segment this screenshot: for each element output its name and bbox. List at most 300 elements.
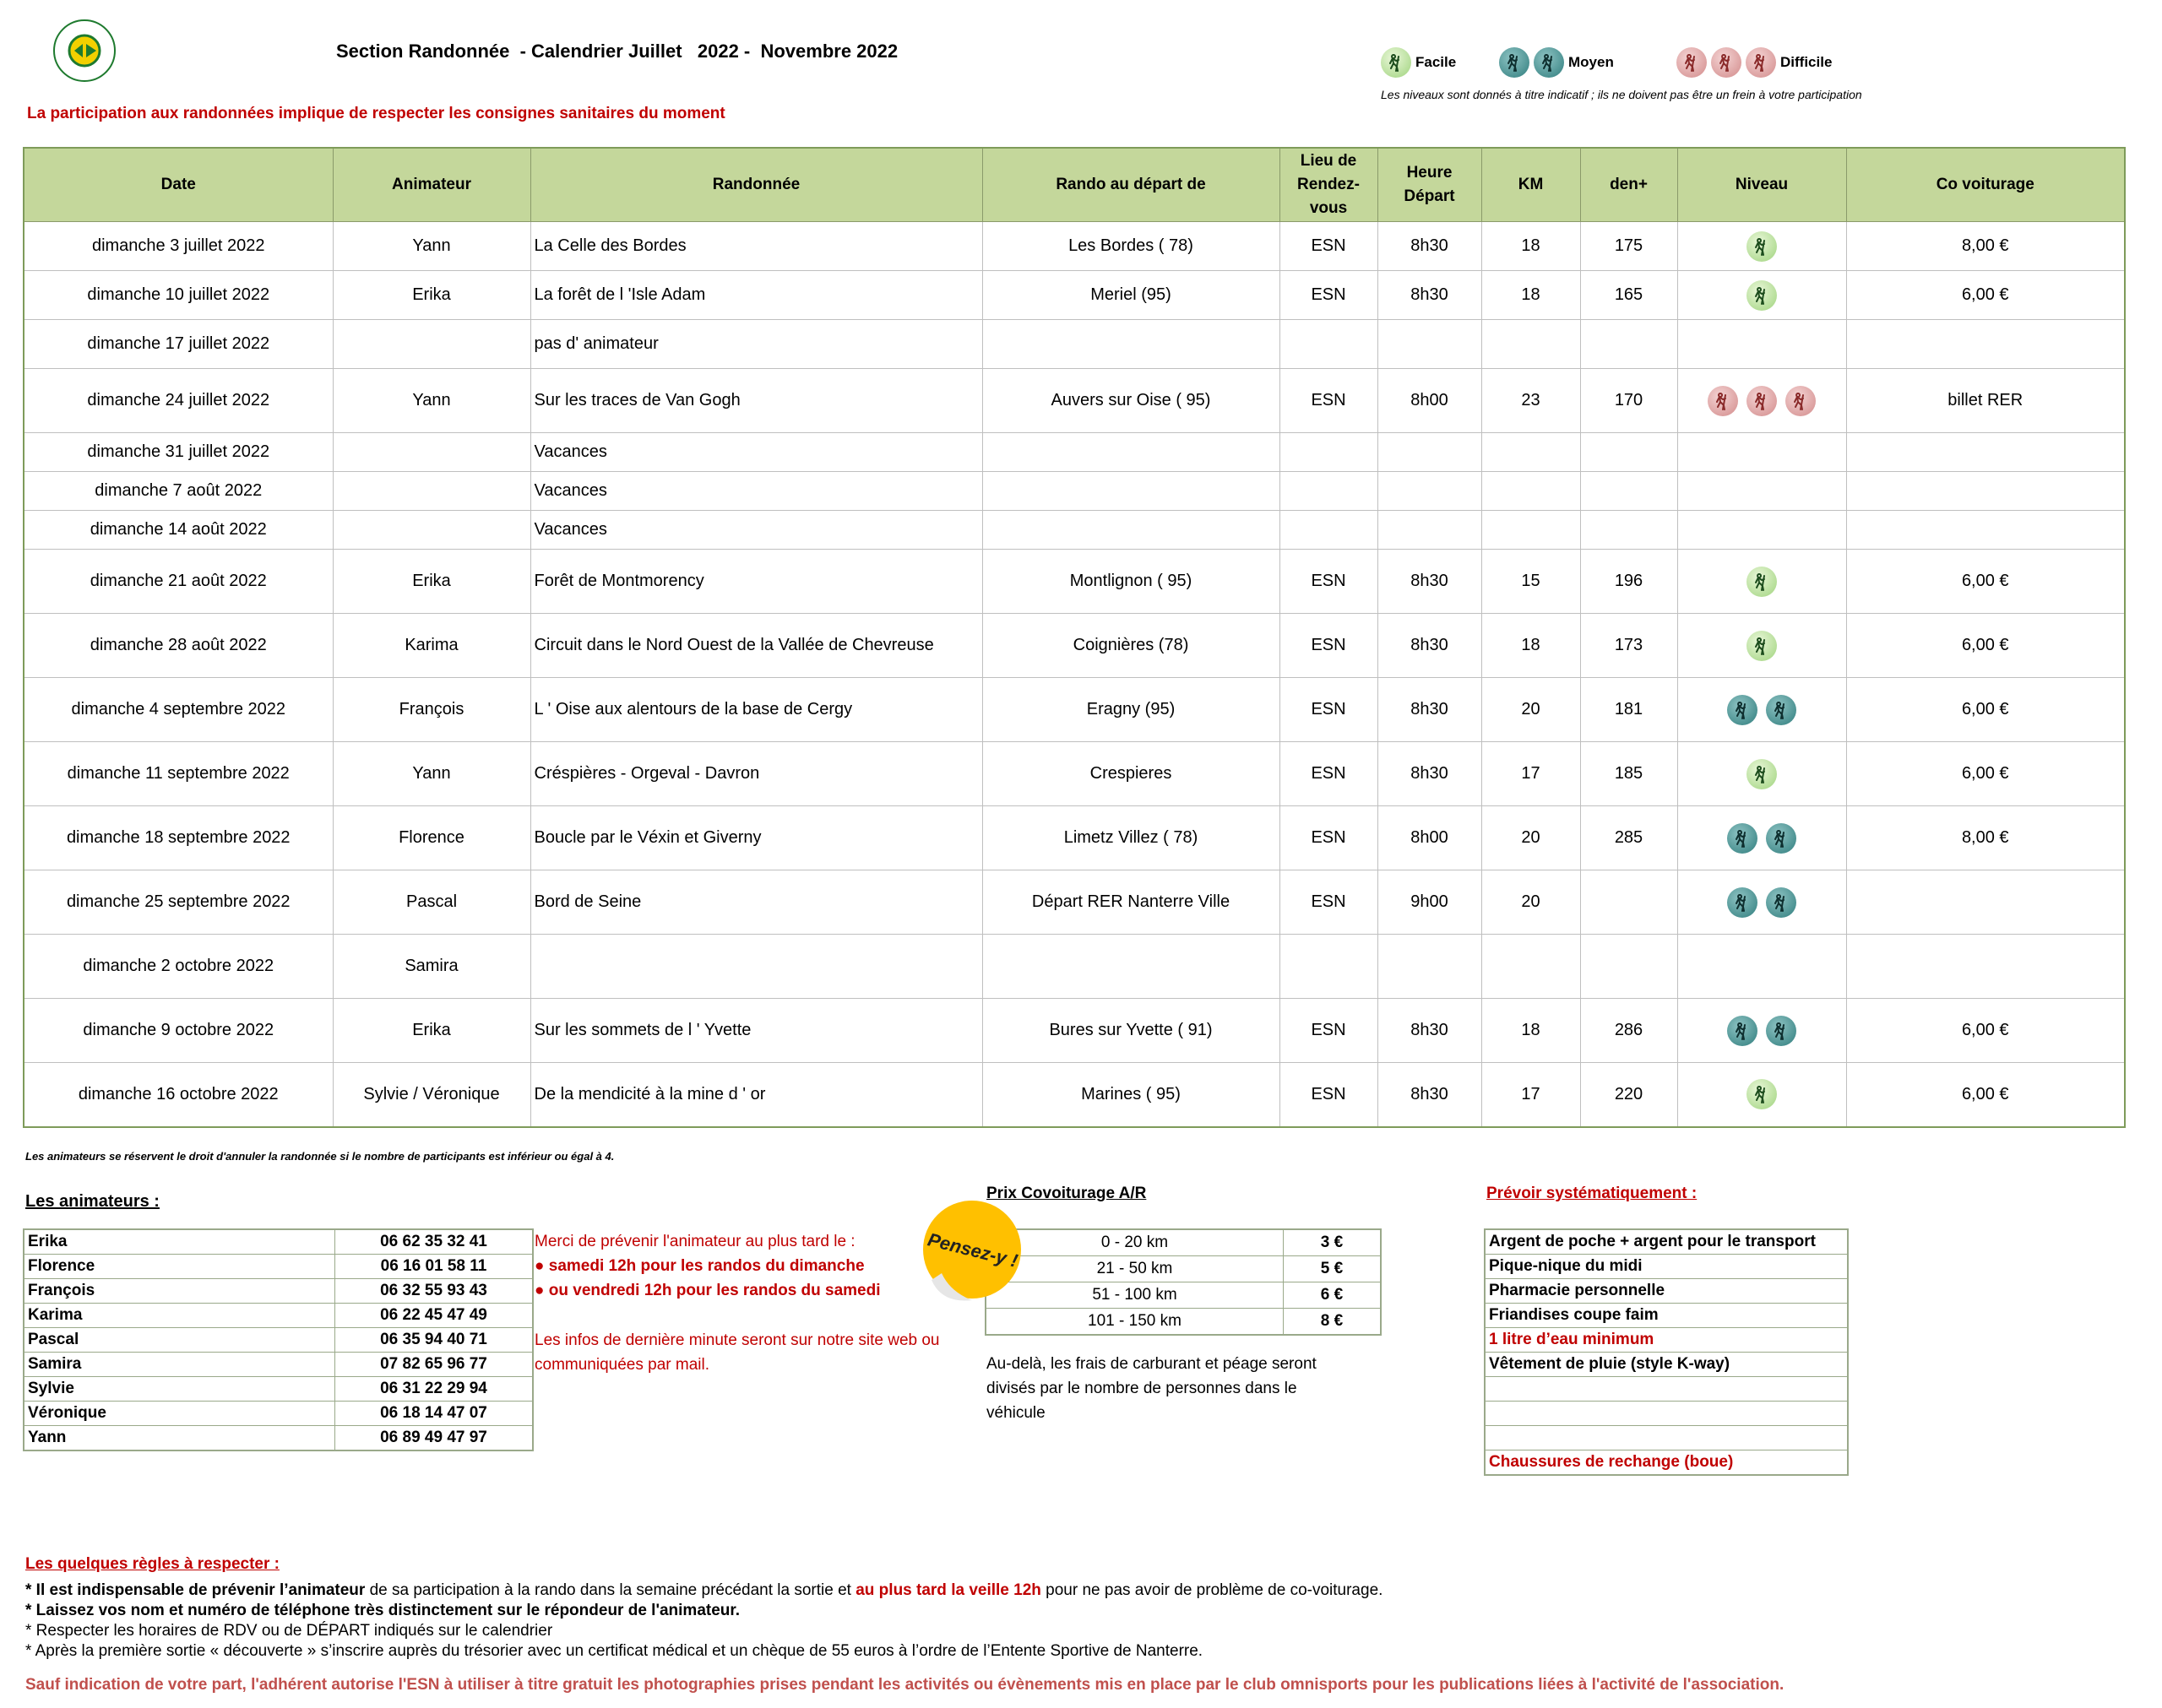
cell-date: dimanche 9 octobre 2022: [24, 999, 333, 1063]
cell-den: 285: [1580, 806, 1677, 870]
hiker-hard-icon: [1746, 47, 1776, 78]
cell-heure: 8h30: [1377, 614, 1481, 678]
cancellation-disclaimer: Les animateurs se réservent le droit d'annuler la randonnée si le nombre de participants est inférieur ou égal à 4.: [25, 1150, 615, 1163]
checklist-row: [1485, 1328, 1848, 1353]
cell-lieu: [1279, 935, 1377, 999]
cell-date: dimanche 16 octobre 2022: [24, 1063, 333, 1127]
cell-animateur: [333, 511, 530, 550]
checklist-item: Pharmacie personnelle: [1485, 1279, 1848, 1304]
hiker-easy-icon: [1381, 47, 1411, 78]
animator-name: Sylvie: [24, 1377, 335, 1402]
cell-depart: [982, 320, 1279, 369]
checklist-item: Vêtement de pluie (style K-way): [1485, 1353, 1848, 1377]
cell-km: 20: [1481, 806, 1580, 870]
checklist-row: [1485, 1279, 1848, 1304]
cell-covoiturage: [1846, 320, 2125, 369]
carpool-range: 21 - 50 km: [986, 1256, 1284, 1282]
cell-lieu: ESN: [1279, 1063, 1377, 1127]
col-header-randonnee: Randonnée: [530, 148, 982, 222]
cell-covoiturage: 6,00 €: [1846, 271, 2125, 320]
col-header-km: KM: [1481, 148, 1580, 222]
cell-covoiturage: 6,00 €: [1846, 614, 2125, 678]
carpool-note: Au-delà, les frais de carburant et péage seront divisés par le nombre de personnes dans le véhicule: [986, 1355, 1317, 1422]
cell-niveau: [1677, 222, 1846, 271]
carpool-price: 5 €: [1284, 1256, 1382, 1282]
cell-den: 185: [1580, 742, 1677, 806]
hiker-easy-icon: [1746, 231, 1777, 262]
carpool-range: 0 - 20 km: [986, 1229, 1284, 1256]
cell-depart: Coignières (78): [982, 614, 1279, 678]
last-minute-info-line1: Les infos de dernière minute seront sur notre site web ou: [535, 1331, 940, 1349]
cell-covoiturage: 6,00 €: [1846, 550, 2125, 614]
cell-heure: 8h30: [1377, 999, 1481, 1063]
cell-date: dimanche 31 juillet 2022: [24, 433, 333, 472]
cell-randonnee: Forêt de Montmorency: [530, 550, 982, 614]
animator-phone: 06 31 22 29 94: [335, 1377, 534, 1402]
animator-phone: 06 62 35 32 41: [335, 1229, 534, 1255]
hiker-medium-icon: [1727, 695, 1757, 725]
checklist-title: Prévoir systématiquement :: [1486, 1185, 1698, 1202]
cell-randonnee: Créspières - Orgeval - Davron: [530, 742, 982, 806]
cell-den: 286: [1580, 999, 1677, 1063]
cell-covoiturage: [1846, 870, 2125, 935]
level-icons: [1746, 759, 1777, 789]
hiker-medium-icon: [1766, 695, 1796, 725]
cell-animateur: Erika: [333, 271, 530, 320]
hiker-medium-icon: [1727, 823, 1757, 854]
checklist-row: [1485, 1377, 1848, 1402]
cell-depart: Crespieres: [982, 742, 1279, 806]
cell-heure: [1377, 935, 1481, 999]
col-header-covoiturage: Co voiturage: [1846, 148, 2125, 222]
hiker-hard-icon: [1785, 386, 1816, 416]
cell-covoiturage: 6,00 €: [1846, 1063, 2125, 1127]
cell-heure: [1377, 433, 1481, 472]
cell-niveau: [1677, 550, 1846, 614]
cell-randonnee: Vacances: [530, 511, 982, 550]
cell-randonnee: L ' Oise aux alentours de la base de Cergy: [530, 678, 982, 742]
hiker-medium-icon: [1766, 1016, 1796, 1046]
cell-animateur: Yann: [333, 222, 530, 271]
carpool-range: 101 - 150 km: [986, 1309, 1284, 1336]
cell-animateur: Erika: [333, 999, 530, 1063]
col-header-date: Date: [24, 148, 333, 222]
cell-depart: Auvers sur Oise ( 95): [982, 369, 1279, 433]
cell-depart: Limetz Villez ( 78): [982, 806, 1279, 870]
checklist-item: Argent de poche + argent pour le transport: [1485, 1229, 1848, 1255]
cell-lieu: ESN: [1279, 614, 1377, 678]
cell-date: dimanche 18 septembre 2022: [24, 806, 333, 870]
col-header-heure: Heure Départ: [1377, 148, 1481, 222]
animators-title: Les animateurs :: [25, 1192, 160, 1211]
cell-km: [1481, 511, 1580, 550]
cell-lieu: ESN: [1279, 271, 1377, 320]
checklist-row: [1485, 1353, 1848, 1377]
sticker-label: Pensez-y !: [926, 1228, 1020, 1272]
checklist-item: [1485, 1377, 1848, 1402]
animator-row: [24, 1426, 533, 1451]
level-icons: [1746, 631, 1777, 661]
checklist-row: [1485, 1255, 1848, 1279]
col-header-animateur: Animateur: [333, 148, 530, 222]
cell-depart: Bures sur Yvette ( 91): [982, 999, 1279, 1063]
cell-lieu: ESN: [1279, 222, 1377, 271]
col-header-depart: Rando au départ de: [982, 148, 1279, 222]
level-icons: [1746, 567, 1777, 597]
cell-covoiturage: [1846, 935, 2125, 999]
cell-niveau: [1677, 511, 1846, 550]
table-row: [24, 678, 2125, 742]
col-header-den: den+: [1580, 148, 1677, 222]
cell-randonnee: Sur les traces de Van Gogh: [530, 369, 982, 433]
cell-depart: Départ RER Nanterre Ville: [982, 870, 1279, 935]
cell-randonnee: La Celle des Bordes: [530, 222, 982, 271]
cell-niveau: [1677, 935, 1846, 999]
cell-heure: [1377, 511, 1481, 550]
carpool-price: 3 €: [1284, 1229, 1382, 1256]
animator-row: [24, 1353, 533, 1377]
animator-row: [24, 1377, 533, 1402]
cell-animateur: [333, 320, 530, 369]
cell-lieu: [1279, 320, 1377, 369]
carpool-row: [986, 1282, 1381, 1309]
animator-row: [24, 1255, 533, 1279]
hiker-medium-icon: [1727, 1016, 1757, 1046]
cell-km: 18: [1481, 222, 1580, 271]
carpool-title: Prix Covoiturage A/R: [986, 1185, 1147, 1202]
cell-animateur: Erika: [333, 550, 530, 614]
cell-animateur: Samira: [333, 935, 530, 999]
cell-lieu: ESN: [1279, 678, 1377, 742]
cell-den: 165: [1580, 271, 1677, 320]
cell-niveau: [1677, 1063, 1846, 1127]
cell-den: 175: [1580, 222, 1677, 271]
level-icons: [1746, 1079, 1777, 1109]
hiker-hard-icon: [1708, 386, 1738, 416]
cell-niveau: [1677, 369, 1846, 433]
deadline-intro: Merci de prévenir l'animateur au plus tard le :: [535, 1233, 856, 1250]
table-row: [24, 511, 2125, 550]
cell-covoiturage: 8,00 €: [1846, 222, 2125, 271]
carpool-price: 6 €: [1284, 1282, 1382, 1309]
cell-heure: 8h30: [1377, 1063, 1481, 1127]
animator-name: François: [24, 1279, 335, 1304]
table-row: [24, 433, 2125, 472]
cell-covoiturage: 6,00 €: [1846, 742, 2125, 806]
photo-consent: Sauf indication de votre part, l'adhérent autorise l'ESN à utiliser à titre gratuit les photographies prises pendant les activités ou évènements mis en place par le club omnisports pour les publications liées à l'activité de l'association.: [25, 1676, 1784, 1694]
cell-date: dimanche 11 septembre 2022: [24, 742, 333, 806]
cell-km: 17: [1481, 742, 1580, 806]
cell-den: 196: [1580, 550, 1677, 614]
cell-animateur: [333, 433, 530, 472]
cell-den: [1580, 433, 1677, 472]
cell-date: dimanche 21 août 2022: [24, 550, 333, 614]
cell-km: [1481, 320, 1580, 369]
cell-date: dimanche 25 septembre 2022: [24, 870, 333, 935]
cell-animateur: Florence: [333, 806, 530, 870]
rule-1-deadline: au plus tard la veille 12h: [856, 1581, 1041, 1599]
cell-heure: 8h30: [1377, 742, 1481, 806]
checklist-item: 1 litre d’eau minimum: [1485, 1328, 1848, 1353]
cell-lieu: [1279, 472, 1377, 511]
cell-covoiturage: billet RER: [1846, 369, 2125, 433]
hiker-easy-icon: [1746, 567, 1777, 597]
cell-lieu: ESN: [1279, 999, 1377, 1063]
cell-randonnee: La forêt de l 'Isle Adam: [530, 271, 982, 320]
deadline-sunday: ● samedi 12h pour les randos du dimanche: [535, 1257, 865, 1275]
hiker-hard-icon: [1746, 386, 1777, 416]
legend-easy-label: Facile: [1415, 54, 1457, 70]
cell-den: 181: [1580, 678, 1677, 742]
hiker-easy-icon: [1746, 1079, 1777, 1109]
rule-1: [25, 1581, 1382, 1601]
cell-den: 173: [1580, 614, 1677, 678]
animator-row: [24, 1304, 533, 1328]
cell-randonnee: De la mendicité à la mine d ' or: [530, 1063, 982, 1127]
cell-den: [1580, 935, 1677, 999]
cell-km: [1481, 472, 1580, 511]
cell-covoiturage: [1846, 433, 2125, 472]
level-icons: [1746, 280, 1777, 311]
cell-date: dimanche 2 octobre 2022: [24, 935, 333, 999]
cell-km: 20: [1481, 870, 1580, 935]
hiker-easy-icon: [1746, 631, 1777, 661]
animator-phone: 06 22 45 47 49: [335, 1304, 534, 1328]
cell-niveau: [1677, 870, 1846, 935]
rules-title: Les quelques règles à respecter :: [25, 1555, 280, 1573]
cell-niveau: [1677, 271, 1846, 320]
cell-den: 220: [1580, 1063, 1677, 1127]
carpool-row: [986, 1309, 1381, 1336]
level-icons: [1727, 887, 1796, 918]
rule-3: * Respecter les horaires de RDV ou de DÉPART indiqués sur le calendrier: [25, 1622, 553, 1640]
rule-1-end: pour ne pas avoir de problème de co-voiturage.: [1040, 1581, 1383, 1599]
checklist-item: [1485, 1426, 1848, 1450]
animator-name: Karima: [24, 1304, 335, 1328]
table-row: [24, 870, 2125, 935]
cell-date: dimanche 10 juillet 2022: [24, 271, 333, 320]
cell-niveau: [1677, 678, 1846, 742]
cell-depart: Eragny (95): [982, 678, 1279, 742]
table-row: [24, 550, 2125, 614]
sanitary-notice: La participation aux randonnées implique de respecter les consignes sanitaires du moment: [27, 105, 725, 122]
cell-randonnee: Boucle par le Véxin et Giverny: [530, 806, 982, 870]
cell-date: dimanche 24 juillet 2022: [24, 369, 333, 433]
checklist-row: [1485, 1304, 1848, 1328]
cell-km: 20: [1481, 678, 1580, 742]
legend-medium-label: Moyen: [1568, 54, 1614, 70]
level-icons: [1746, 231, 1777, 262]
level-icons: [1727, 695, 1796, 725]
cell-heure: 8h00: [1377, 369, 1481, 433]
checklist-table: [1484, 1228, 1849, 1476]
cell-date: dimanche 3 juillet 2022: [24, 222, 333, 271]
cell-niveau: [1677, 472, 1846, 511]
last-minute-info: [535, 1328, 940, 1377]
cell-km: 18: [1481, 614, 1580, 678]
cell-heure: 8h30: [1377, 271, 1481, 320]
cell-heure: 8h00: [1377, 806, 1481, 870]
cell-depart: [982, 472, 1279, 511]
cell-den: [1580, 472, 1677, 511]
animator-row: [24, 1402, 533, 1426]
animator-row: [24, 1279, 533, 1304]
cell-heure: 9h00: [1377, 870, 1481, 935]
cell-depart: Meriel (95): [982, 271, 1279, 320]
hiker-medium-icon: [1766, 823, 1796, 854]
legend-easy: [1381, 47, 1456, 78]
cell-niveau: [1677, 614, 1846, 678]
animator-row: [24, 1328, 533, 1353]
cell-lieu: [1279, 433, 1377, 472]
cell-den: [1580, 870, 1677, 935]
hiker-medium-icon: [1766, 887, 1796, 918]
table-row: [24, 614, 2125, 678]
carpool-row: [986, 1229, 1381, 1256]
cell-km: 15: [1481, 550, 1580, 614]
cell-randonnee: pas d' animateur: [530, 320, 982, 369]
animator-name: Yann: [24, 1426, 335, 1451]
animator-row: [24, 1229, 533, 1255]
animator-name: Véronique: [24, 1402, 335, 1426]
cell-heure: 8h30: [1377, 678, 1481, 742]
cell-covoiturage: 6,00 €: [1846, 999, 2125, 1063]
cell-animateur: Yann: [333, 369, 530, 433]
checklist-item: [1485, 1402, 1848, 1426]
animator-phone: 07 82 65 96 77: [335, 1353, 534, 1377]
rule-2: * Laissez vos nom et numéro de téléphone très distinctement sur le répondeur de l'animateur.: [25, 1602, 741, 1619]
cell-heure: 8h30: [1377, 222, 1481, 271]
hiker-medium-icon: [1727, 887, 1757, 918]
legend-hard: [1676, 47, 1832, 78]
animators-table: [23, 1228, 534, 1451]
pensez-y-sticker: [916, 1197, 1028, 1309]
table-row: [24, 320, 2125, 369]
hiker-medium-icon: [1534, 47, 1564, 78]
cell-lieu: [1279, 511, 1377, 550]
club-logo: [52, 19, 117, 83]
cell-niveau: [1677, 433, 1846, 472]
cell-lieu: ESN: [1279, 806, 1377, 870]
cell-heure: 8h30: [1377, 550, 1481, 614]
page-title: Section Randonnée - Calendrier Juillet 2022 - Novembre 2022: [336, 41, 899, 62]
cell-randonnee: [530, 935, 982, 999]
carpool-range: 51 - 100 km: [986, 1282, 1284, 1309]
cell-km: 17: [1481, 1063, 1580, 1127]
table-row: [24, 271, 2125, 320]
legend-medium: [1499, 47, 1614, 78]
cell-km: 23: [1481, 369, 1580, 433]
cell-lieu: ESN: [1279, 550, 1377, 614]
table-row: [24, 999, 2125, 1063]
cell-covoiturage: 6,00 €: [1846, 678, 2125, 742]
cell-date: dimanche 14 août 2022: [24, 511, 333, 550]
cell-km: [1481, 433, 1580, 472]
hiker-medium-icon: [1499, 47, 1529, 78]
table-row: [24, 742, 2125, 806]
animator-phone: 06 32 55 93 43: [335, 1279, 534, 1304]
table-row: [24, 806, 2125, 870]
cell-animateur: [333, 472, 530, 511]
legend-hard-label: Difficile: [1780, 54, 1833, 70]
cell-km: [1481, 935, 1580, 999]
cell-animateur: Pascal: [333, 870, 530, 935]
cell-date: dimanche 4 septembre 2022: [24, 678, 333, 742]
legend-note: Les niveaux sont donnés à titre indicatif ; ils ne doivent pas être un frein à votre participation: [1381, 88, 1862, 101]
cell-animateur: François: [333, 678, 530, 742]
level-icons: [1708, 386, 1816, 416]
cell-randonnee: Vacances: [530, 472, 982, 511]
cell-heure: [1377, 472, 1481, 511]
cell-randonnee: Bord de Seine: [530, 870, 982, 935]
deadline-notice: [535, 1229, 881, 1303]
checklist-row: [1485, 1229, 1848, 1255]
hike-calendar-table: [23, 147, 2126, 1128]
cell-date: dimanche 17 juillet 2022: [24, 320, 333, 369]
animator-name: Florence: [24, 1255, 335, 1279]
carpool-price: 8 €: [1284, 1309, 1382, 1336]
cell-depart: [982, 935, 1279, 999]
cell-niveau: [1677, 320, 1846, 369]
carpool-price-table: [985, 1228, 1382, 1336]
checklist-row: [1485, 1402, 1848, 1426]
level-icons: [1727, 823, 1796, 854]
hiker-easy-icon: [1746, 280, 1777, 311]
cell-km: 18: [1481, 271, 1580, 320]
cell-animateur: Sylvie / Véronique: [333, 1063, 530, 1127]
animator-phone: 06 89 49 47 97: [335, 1426, 534, 1451]
cell-lieu: ESN: [1279, 870, 1377, 935]
animator-name: Samira: [24, 1353, 335, 1377]
hiker-hard-icon: [1711, 47, 1741, 78]
cell-date: dimanche 7 août 2022: [24, 472, 333, 511]
cell-heure: [1377, 320, 1481, 369]
col-header-lieu: Lieu de Rendez-vous: [1279, 148, 1377, 222]
cell-niveau: [1677, 742, 1846, 806]
cell-niveau: [1677, 999, 1846, 1063]
animator-phone: 06 16 01 58 11: [335, 1255, 534, 1279]
level-icons: [1727, 1016, 1796, 1046]
table-row: [24, 472, 2125, 511]
cell-animateur: Karima: [333, 614, 530, 678]
cell-den: [1580, 320, 1677, 369]
rules-list: [25, 1581, 1382, 1662]
cell-animateur: Yann: [333, 742, 530, 806]
carpool-row: [986, 1256, 1381, 1282]
cell-covoiturage: [1846, 472, 2125, 511]
animator-name: Pascal: [24, 1328, 335, 1353]
cell-covoiturage: 8,00 €: [1846, 806, 2125, 870]
cell-randonnee: Vacances: [530, 433, 982, 472]
cell-depart: Montlignon ( 95): [982, 550, 1279, 614]
animator-phone: 06 35 94 40 71: [335, 1328, 534, 1353]
hiker-hard-icon: [1676, 47, 1707, 78]
rule-4: * Après la première sortie « découverte » s’inscrire auprès du trésorier avec un certificat médical et un chèque de 55 euros à l’ordre de l’Entente Sportive de Nanterre.: [25, 1642, 1203, 1660]
cell-randonnee: Circuit dans le Nord Ouest de la Vallée de Chevreuse: [530, 614, 982, 678]
checklist-item: Friandises coupe faim: [1485, 1304, 1848, 1328]
table-row: [24, 935, 2125, 999]
checklist-item: Pique-nique du midi: [1485, 1255, 1848, 1279]
checklist-row: [1485, 1450, 1848, 1476]
table-row: [24, 222, 2125, 271]
animator-name: Erika: [24, 1229, 335, 1255]
hiker-easy-icon: [1746, 759, 1777, 789]
cell-randonnee: Sur les sommets de l ' Yvette: [530, 999, 982, 1063]
rule-1-text: de sa participation à la rando dans la semaine précédant la sortie et: [365, 1581, 856, 1599]
checklist-item: Chaussures de rechange (boue): [1485, 1450, 1848, 1476]
table-header-row: [24, 148, 2125, 222]
cell-depart: [982, 511, 1279, 550]
